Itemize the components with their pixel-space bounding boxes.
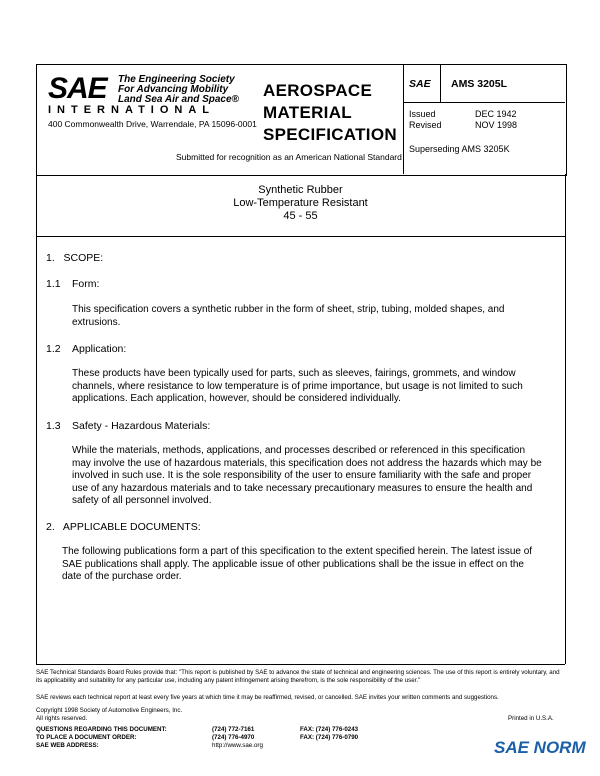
issued-value: DEC 1942 [475,109,517,119]
order-phone: (724) 776-4970 [212,734,255,741]
questions-phone: (724) 772-7161 [212,726,255,733]
doc-type-line-3: SPECIFICATION [263,125,397,144]
section-1-2-number: 1.2 [46,343,61,355]
title-line-1: Synthetic Rubber [258,184,343,196]
questions-fax: FAX: (724) 776-0243 [300,726,359,733]
order-fax: FAX: (724) 776-0790 [300,734,359,741]
section-1-1-title: Form: [72,278,100,290]
questions-label: QUESTIONS REGARDING THIS DOCUMENT: [36,726,167,733]
ams-logo-divider [440,64,441,102]
sae-tagline [118,75,239,105]
page-right-rule [565,174,566,664]
footer-review-note: SAE reviews each technical report at least every five years at which time it may be reaffirmed, revised, or cancelled. SAE invites your written comments and suggestions. [36,694,499,701]
page-left-rule [36,174,37,664]
revised-value: NOV 1998 [475,120,518,130]
section-1-3-number: 1.3 [46,420,61,432]
document-title [36,184,565,223]
section-2-text: The following publications form a part of this specification to the extent specified herein. The latest issue of SAE publications shall apply. The applicable issue of other publications shall be the issue in effect on the date of the purchase order. [62,546,533,582]
tagline-line-3: Land Sea Air and Space® [118,94,239,105]
tagline-line-1: The Engineering Society [118,74,235,85]
web-label: SAE WEB ADDRESS: [36,742,99,749]
section-1-heading: 1. SCOPE: [46,252,104,264]
footer-divider [36,664,565,665]
footer-disclaimer: SAE Technical Standards Board Rules provide that: "This report is published by SAE to advance the state of technical and engineering sciences. The use of this report is entirely voluntary, and its applicability and suitability for any particular use, including any patent infringement arising therefrom, is the sole responsibility of the user." [36,669,560,684]
section-2-heading: 2. APPLICABLE DOCUMENTS: [46,521,201,533]
order-label: TO PLACE A DOCUMENT ORDER: [36,734,137,741]
footer-copyright: Copyright 1998 Society of Automotive Engineers, Inc. [36,707,183,714]
small-sae-logo: SAE [409,78,431,90]
sae-logo: SAE [48,72,107,105]
section-1-3-title: Safety - Hazardous Materials: [72,420,211,432]
ams-number-divider [403,102,565,103]
tagline-line-2: For Advancing Mobility [118,84,229,95]
doc-type-line-1: AEROSPACE [263,81,373,100]
sae-address: 400 Commonwealth Drive, Warrendale, PA 15096-0001 [48,119,257,129]
doc-type-line-2: MATERIAL [263,103,352,122]
international-label: INTERNATIONAL [48,104,216,116]
section-1-1-number: 1.1 [46,278,61,290]
revised-label: Revised [409,120,442,130]
superseding-note: Superseding AMS 3205K [409,144,510,154]
section-1-3-text: While the materials, methods, applications, and processes described or referenced in this specification may involve the use of hazardous materials, this specification does not address the hazards which may be involved in such use. It is the sole responsibility of the user to ensure familiarity with the safe and proper use of any hazardous materials and to take necessary precautionary measures to ensure the health and safety of all personnel involved. [72,445,542,506]
section-1-1-text: This specification covers a synthetic rubber in the form of sheet, strip, tubing, molded shapes, and extrusions. [72,304,505,328]
header-divider [403,64,404,174]
footer-printed: Printed in U.S.A. [508,715,554,722]
submitted-note: Submitted for recognition as an American National Standard [176,152,402,162]
issued-label: Issued [409,109,436,119]
title-divider [36,236,565,237]
section-1-2-title: Application: [72,343,127,355]
sae-norm-text: SAE NORM [494,738,586,757]
footer-rights: All rights reserved. [36,715,88,722]
document-type [263,80,397,146]
ams-number: AMS 3205L [451,78,508,90]
section-1-2-text: These products have been typically used for parts, such as sleeves, fairings, grommets, and window channels, where resistance to low temperature is of prime importance, but usage is not limited to such applications. Each application, however, should be considered individually. [72,368,523,404]
title-line-3: 45 - 55 [283,210,318,222]
web-address[interactable]: http://www.sae.org [212,742,263,749]
title-line-2: Low-Temperature Resistant [233,197,368,209]
sae-norm-watermark [494,738,586,758]
